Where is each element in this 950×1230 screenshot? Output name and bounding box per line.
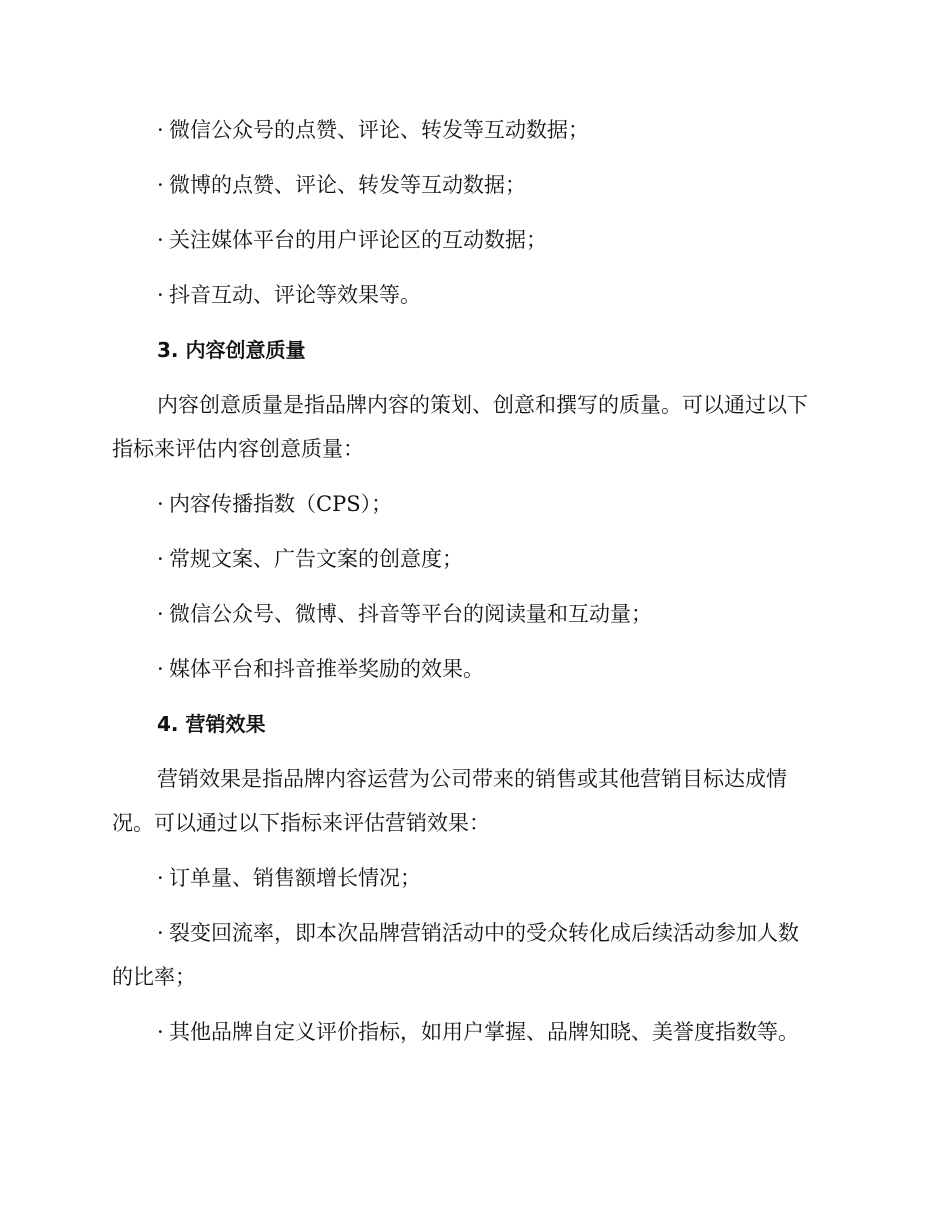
- bullet-mark: ·: [157, 173, 164, 197]
- list-item-text: 微信公众号的点赞、评论、转发等互动数据；: [169, 118, 589, 142]
- paragraph-content-quality: [112, 383, 838, 471]
- list-item: [112, 273, 838, 317]
- paragraph-line: 营销效果是指品牌内容运营为公司带来的销售或其他营销目标达成情: [157, 767, 787, 791]
- list-item-text: 微信公众号、微博、抖音等平台的阅读量和互动量；: [169, 602, 652, 626]
- list-item: [112, 163, 838, 207]
- bullet-mark: ·: [157, 547, 164, 571]
- paragraph-line: 指标来评估内容创意质量：: [112, 437, 364, 461]
- section-heading-marketing-effect: 4. 营销效果: [157, 712, 266, 736]
- list-item-line: [112, 911, 838, 955]
- bullet-mark: ·: [157, 118, 164, 142]
- list-item-text: 抖音互动、评论等效果等。: [169, 283, 421, 307]
- list-item-text: 微博的点赞、评论、转发等互动数据；: [169, 173, 526, 197]
- bullet-mark: ·: [157, 602, 164, 626]
- paragraph-marketing-effect: [112, 757, 838, 845]
- list-item-text: 关注媒体平台的用户评论区的互动数据；: [169, 228, 547, 252]
- bullet-mark: ·: [157, 1020, 164, 1044]
- list-item-line: 的比率；: [112, 965, 196, 989]
- paragraph-line: 况。可以通过以下指标来评估营销效果：: [112, 811, 490, 835]
- bullet-mark: ·: [157, 657, 164, 681]
- bullet-mark: ·: [157, 921, 164, 945]
- paragraph-line: 内容创意质量是指品牌内容的策划、创意和撰写的质量。可以通过以下: [157, 393, 808, 417]
- list-item-text: 订单量、销售额增长情况；: [169, 866, 421, 890]
- bullet-mark: ·: [157, 492, 164, 516]
- list-item: [112, 218, 838, 262]
- list-item: [112, 856, 838, 900]
- list-item: [112, 482, 838, 526]
- bullet-mark: ·: [157, 866, 164, 890]
- bullet-mark: ·: [157, 283, 164, 307]
- list-item-text: 常规文案、广告文案的创意度；: [169, 547, 463, 571]
- list-item-text: 内容传播指数（CPS）；: [169, 492, 393, 516]
- list-item: [112, 108, 838, 152]
- list-item-text: 媒体平台和抖音推举奖励的效果。: [169, 657, 484, 681]
- bullet-mark: ·: [157, 228, 164, 252]
- section-heading-content-quality: 3. 内容创意质量: [157, 338, 306, 362]
- list-item: [112, 537, 838, 581]
- list-item-text: 其他品牌自定义评价指标，如用户掌握、品牌知晓、美誉度指数等。: [169, 1020, 799, 1044]
- list-item: [112, 911, 838, 999]
- list-item: [112, 1010, 838, 1054]
- list-item: [112, 592, 838, 636]
- list-item-text: 裂变回流率，即本次品牌营销活动中的受众转化成后续活动参加人数: [169, 921, 799, 945]
- list-item: [112, 647, 838, 691]
